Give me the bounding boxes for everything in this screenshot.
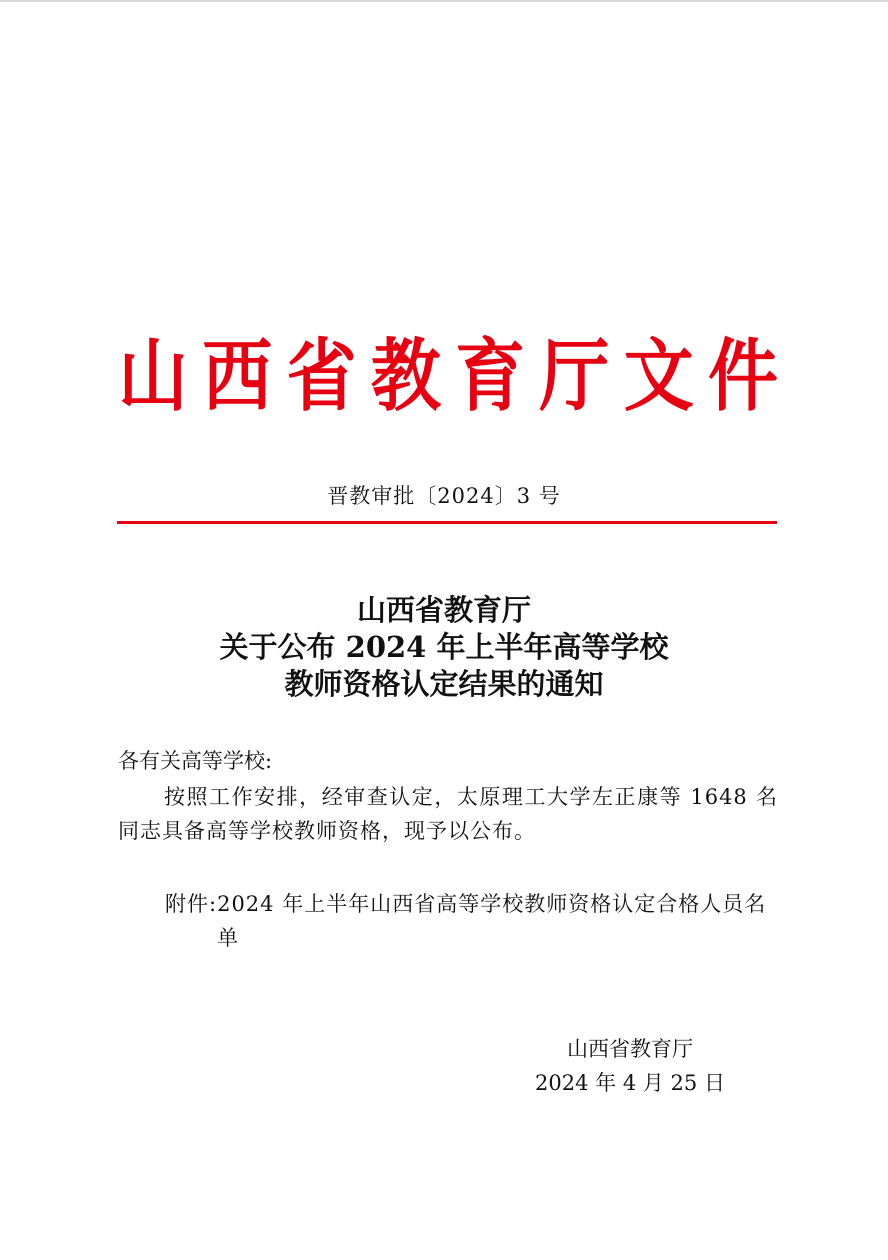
- salutation: 各有关高等学校:: [118, 749, 273, 773]
- masthead-char: 省: [286, 330, 357, 422]
- attachment-label: 附件:: [165, 892, 218, 916]
- masthead-char: 西: [202, 330, 273, 422]
- issue-date: 2024 年 4 月 25 日: [535, 1071, 725, 1095]
- issuer-name: 山西省教育厅: [567, 1037, 693, 1061]
- page-top-border: [0, 0, 888, 2]
- red-divider-line: [117, 521, 777, 524]
- masthead-char: 育: [455, 330, 526, 422]
- document-number: 晋教审批〔2024〕3 号: [327, 484, 561, 508]
- masthead-char: 山: [118, 330, 188, 422]
- masthead-char: 件: [707, 330, 778, 422]
- body-paragraph: 按照工作安排，经审查认定，太原理工大学左正康等 1648 名同志具备高等学校教师资格，现予以公布。: [118, 785, 778, 843]
- masthead-char: 厅: [539, 330, 610, 422]
- title-line-3: 教师资格认定结果的通知: [284, 667, 604, 701]
- signature-block: [520, 1032, 740, 1100]
- title-line-1: 山西省教育厅: [356, 593, 531, 627]
- attachment-text: 2024 年上半年山西省高等学校教师资格认定合格人员名单: [217, 892, 767, 950]
- masthead-char: 文: [623, 330, 694, 422]
- attachment-note: [165, 887, 778, 955]
- document-title: [0, 592, 888, 703]
- document-masthead: [118, 328, 778, 424]
- title-line-2: 关于公布 2024 年上半年高等学校: [219, 630, 669, 664]
- masthead-char: 教: [370, 330, 441, 422]
